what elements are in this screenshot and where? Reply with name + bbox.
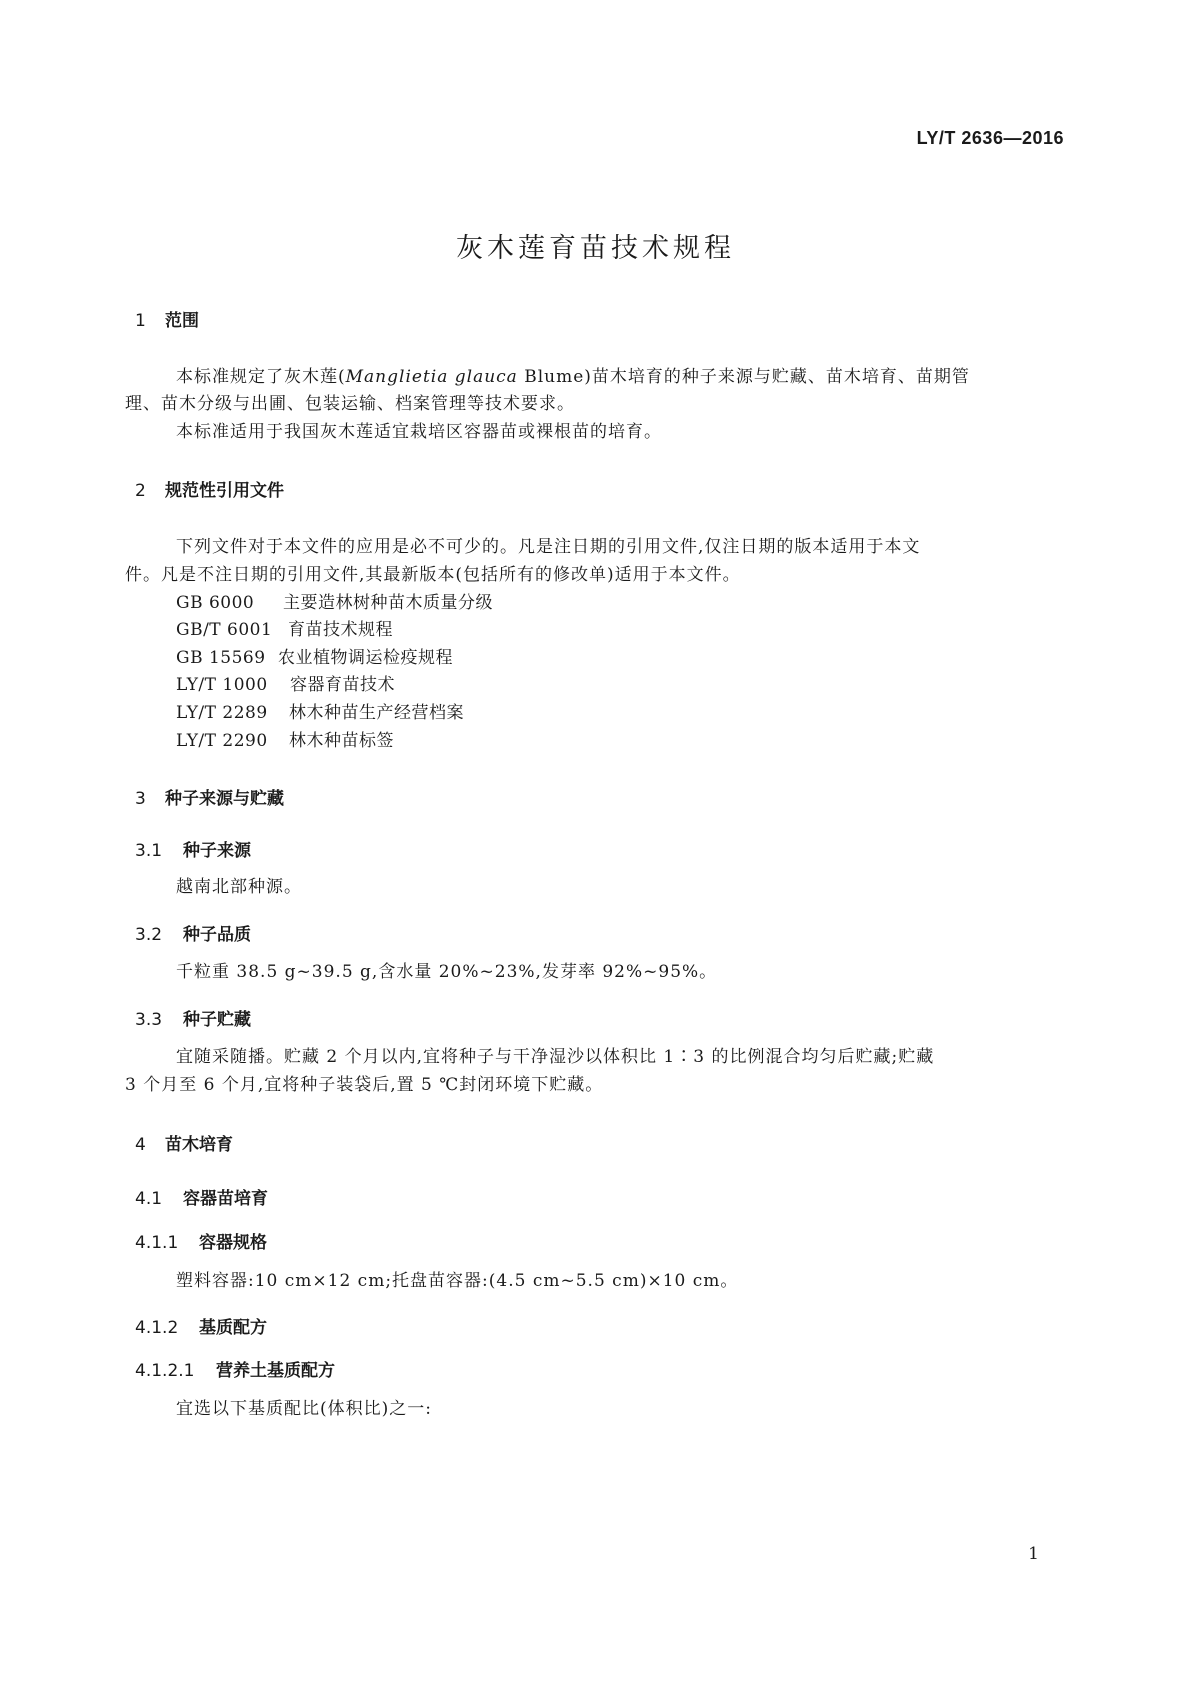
reference-item — [176, 643, 453, 668]
reference-item — [176, 726, 394, 751]
reference-code: LY/T 1000 — [176, 675, 268, 695]
scope-paragraph-line-2: 理、苗木分级与出圃、包装运输、档案管理等技术要求。 — [125, 394, 575, 414]
section-number: 3 — [135, 789, 146, 809]
section-3-3-heading — [135, 1005, 251, 1030]
seed-source-text: 越南北部种源。 — [176, 877, 302, 897]
section-number: 3.1 — [135, 841, 163, 861]
section-title: 范围 — [165, 311, 199, 331]
section-4-1-2-1-heading — [135, 1356, 335, 1381]
reference-name: 林木种苗标签 — [289, 731, 394, 751]
reference-name: 主要造林树种苗木质量分级 — [283, 593, 493, 613]
section-3-2-heading — [135, 920, 251, 945]
reference-name: 林木种苗生产经营档案 — [289, 703, 464, 723]
scope-applicability: 本标准适用于我国灰木莲适宜栽培区容器苗或裸根苗的培育。 — [176, 422, 662, 442]
page-number: 1 — [1028, 1544, 1039, 1564]
reference-name: 农业植物调运检疫规程 — [278, 648, 453, 668]
section-title: 种子来源与贮藏 — [165, 789, 284, 809]
section-title: 营养土基质配方 — [216, 1361, 335, 1381]
section-2-heading — [135, 476, 284, 501]
section-title: 规范性引用文件 — [165, 481, 284, 501]
reference-code: GB/T 6001 — [176, 620, 273, 640]
scope-text-a: 本标准规定了灰木莲( — [176, 367, 346, 387]
reference-item — [176, 670, 395, 695]
scope-paragraph-line-1 — [176, 362, 970, 387]
section-number: 2 — [135, 481, 146, 501]
references-intro-line-1: 下列文件对于本文件的应用是必不可少的。凡是注日期的引用文件,仅注日期的版本适用于本文 — [176, 537, 921, 557]
section-title: 苗木培育 — [165, 1135, 233, 1155]
reference-code: GB 15569 — [176, 648, 266, 668]
document-title: 灰木莲育苗技术规程 — [456, 233, 735, 264]
substrate-ratio-text: 宜选以下基质配比(体积比)之一: — [176, 1399, 432, 1419]
section-title: 基质配方 — [199, 1318, 267, 1338]
reference-code: GB 6000 — [176, 593, 255, 613]
section-4-1-1-heading — [135, 1228, 267, 1253]
standard-number: LY/T 2636—2016 — [916, 128, 1064, 148]
seed-quality-text: 千粒重 38.5 g~39.5 g,含水量 20%~23%,发芽率 92%~95%。 — [176, 962, 718, 982]
section-number: 4.1.2.1 — [135, 1361, 195, 1381]
section-title: 种子品质 — [183, 925, 251, 945]
section-1-heading — [135, 306, 199, 331]
reference-item — [176, 615, 393, 640]
section-title: 容器规格 — [199, 1233, 267, 1253]
reference-code: LY/T 2289 — [176, 703, 268, 723]
seed-storage-line-1: 宜随采随播。贮藏 2 个月以内,宜将种子与干净湿沙以体积比 1∶3 的比例混合均匀后贮藏;贮藏 — [176, 1047, 935, 1067]
reference-item — [176, 698, 464, 723]
section-3-1-heading — [135, 836, 251, 861]
section-number: 1 — [135, 311, 146, 331]
section-number: 4.1.1 — [135, 1233, 179, 1253]
species-name: Manglietia glauca — [345, 367, 518, 387]
section-4-1-heading — [135, 1184, 268, 1209]
section-title: 种子贮藏 — [183, 1010, 251, 1030]
section-number: 3.3 — [135, 1010, 163, 1030]
section-3-heading — [135, 784, 284, 809]
section-number: 4 — [135, 1135, 146, 1155]
reference-name: 育苗技术规程 — [288, 620, 393, 640]
section-title: 容器苗培育 — [183, 1189, 268, 1209]
section-title: 种子来源 — [183, 841, 251, 861]
scope-text-b: Blume)苗木培育的种子来源与贮藏、苗木培育、苗期管 — [517, 367, 970, 387]
references-intro-line-2: 件。凡是不注日期的引用文件,其最新版本(包括所有的修改单)适用于本文件。 — [125, 565, 741, 585]
section-number: 4.1 — [135, 1189, 163, 1209]
reference-name: 容器育苗技术 — [290, 675, 395, 695]
reference-item — [176, 588, 493, 613]
section-4-heading — [135, 1130, 233, 1155]
reference-code: LY/T 2290 — [176, 731, 268, 751]
section-number: 3.2 — [135, 925, 163, 945]
section-number: 4.1.2 — [135, 1318, 179, 1338]
container-spec-text: 塑料容器:10 cm×12 cm;托盘苗容器:(4.5 cm~5.5 cm)×10 cm。 — [176, 1271, 739, 1291]
seed-storage-line-2: 3 个月至 6 个月,宜将种子装袋后,置 5 ℃封闭环境下贮藏。 — [125, 1075, 604, 1095]
section-4-1-2-heading — [135, 1313, 267, 1338]
